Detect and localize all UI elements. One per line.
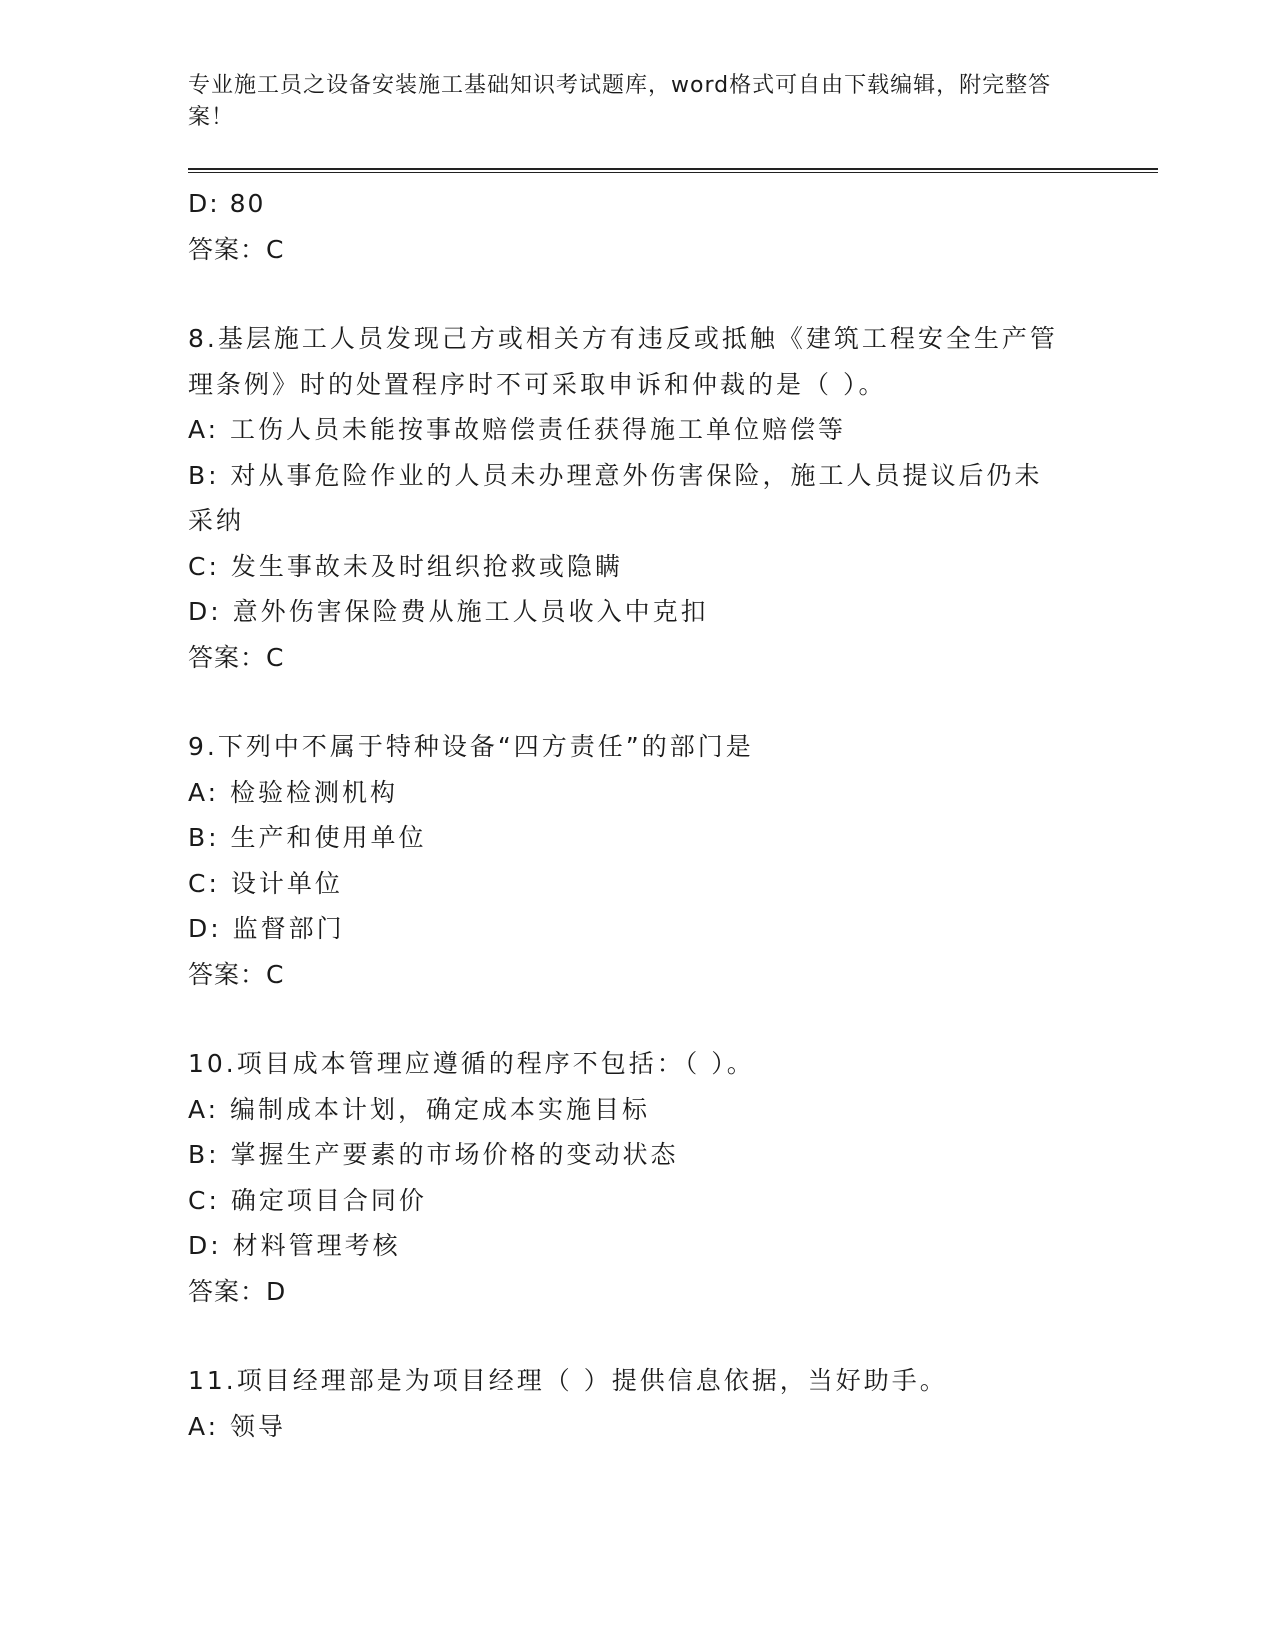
question-text: 11.项目经理部是为项目经理（ ）提供信息依据，当好助手。: [188, 1366, 948, 1395]
question-11: [188, 1358, 1158, 1449]
option-a: A: 检验检测机构: [188, 777, 399, 807]
question-10: [188, 1041, 1158, 1314]
option-b: B: 生产和使用单位: [188, 823, 427, 852]
answer-label: 答案：C: [188, 959, 285, 989]
option-a: A: 领导: [188, 1411, 287, 1441]
question-9: [188, 724, 1158, 997]
question-text: 9.下列中不属于特种设备“四方责任”的部门是: [188, 732, 754, 761]
option-d: D: 监督部门: [188, 914, 345, 943]
answer-label: 答案：C: [188, 642, 285, 672]
option-c: C: 设计单位: [188, 868, 343, 898]
document-header: 专业施工员之设备安装施工基础知识考试题库，word格式可自由下载编辑，附完整答案！: [188, 73, 1052, 130]
option-d: D: 材料管理考核: [188, 1231, 401, 1260]
question-text: 8.基层施工人员发现己方或相关方有违反或抵触《建筑工程安全生产管理条例》时的处置程序时不可采取申诉和仲裁的是（ ）。: [188, 324, 1058, 399]
option-b: B: 掌握生产要素的市场价格的变动状态: [188, 1140, 679, 1169]
option-b: B: 对从事危险作业的人员未办理意外伤害保险，施工人员提议后仍未采纳: [188, 460, 1043, 535]
answer-label: 答案：C: [188, 234, 285, 264]
option-c: C: 确定项目合同价: [188, 1185, 427, 1215]
option-a: A: 编制成本计划，确定成本实施目标: [188, 1094, 651, 1124]
option-d: D: 意外伤害保险费从施工人员收入中克扣: [188, 597, 709, 626]
option-c: C: 发生事故未及时组织抢救或隐瞒: [188, 551, 623, 581]
document-page: [188, 70, 1158, 1449]
option-d: D: 80: [188, 189, 266, 218]
header-divider: [188, 168, 1158, 173]
answer-label: 答案：D: [188, 1276, 287, 1306]
option-a: A: 工伤人员未能按事故赔偿责任获得施工单位赔偿等: [188, 415, 847, 444]
document-body: [188, 181, 1158, 1449]
question-text: 10.项目成本管理应遵循的程序不包括：（ ）。: [188, 1049, 755, 1078]
question-8: [188, 316, 1158, 680]
